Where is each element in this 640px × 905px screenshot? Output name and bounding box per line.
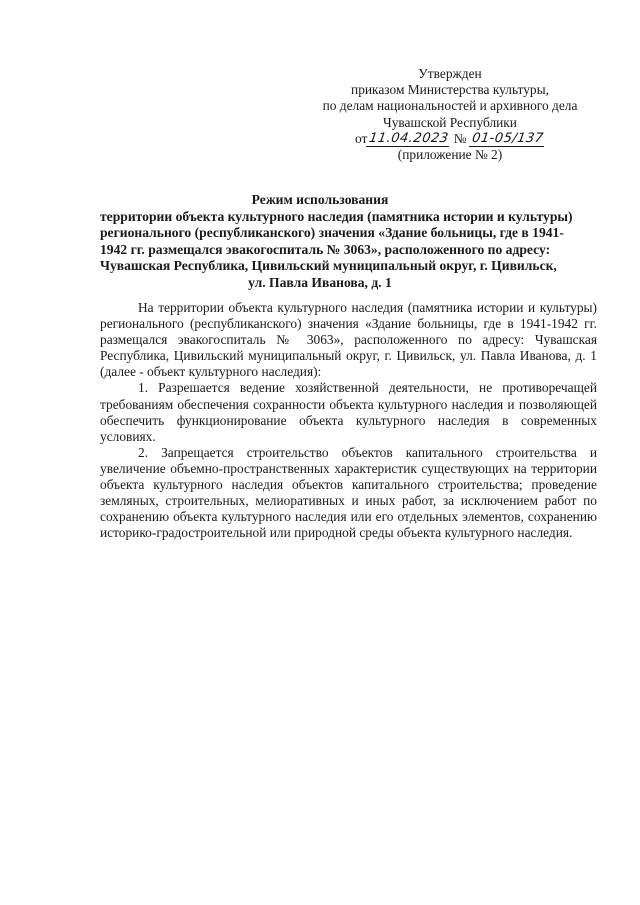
document-title (100, 192, 573, 292)
approval-stamp-block (300, 66, 600, 163)
document-body (100, 300, 597, 541)
title-line-1: Режим использования (251, 192, 389, 207)
approval-order-line: приказом Министерства культуры, (351, 82, 549, 98)
approval-handwritten-number: 01-05/137 (468, 131, 546, 147)
approval-approved-label: Утвержден (418, 66, 482, 81)
title-line-3: регионального (республиканского) значения «Здание больницы, где в 1941- (100, 225, 564, 241)
title-line-4: 1942 гг. размещался эвакогоспиталь № 3063», расположенного по адресу: (100, 241, 551, 257)
approval-ministry-line: по делам национальностей и архивного дела (322, 98, 578, 114)
title-line-2: территории объекта культурного наследия (памятника истории и культуры) (100, 208, 573, 224)
approval-from-label: от (354, 130, 368, 146)
body-item-1-paragraph: 1. Разрешается ведение хозяйственной деятельности, не противоречащей требованиям обеспечения сохранности объекта культурного наследия и позволяющей обеспечить функционирование объекта культурного наследия в современных условиях. (100, 380, 597, 444)
approval-republic-line: Чувашской Республики (383, 114, 517, 130)
title-line-6: ул. Павла Иванова, д. 1 (248, 274, 392, 290)
body-item-2-paragraph: 2. Запрещается строительство объектов капитального строительства и увеличение объемно-пространственных характеристик существующих на территории объекта культурного наследия объектов капитального строительства; проведение земляных, строительных, мелиоративных и иных работ, за исключением работ по сохранению объекта культурного наследия или его отдельных элементов, сохранению историко-градостроительной или природной среды объекта культурного наследия. (100, 444, 597, 541)
approval-date-number-line (300, 131, 600, 147)
approval-handwritten-date: 11.04.2023 (366, 131, 452, 147)
approval-appendix-label: (приложение № 2) (397, 147, 503, 163)
title-line-5: Чувашская Республика, Цивильский муниципальный округ, г. Цивильск, (100, 258, 557, 274)
approval-number-label: № (453, 130, 467, 146)
body-intro-paragraph: На территории объекта культурного наследия (памятника истории и культуры) регионального (республиканского) значения «Здание больницы, где в 1941-1942 гг. размещался эвакогоспиталь № 3063», расположенного по адресу: Чувашская Республика, Цивильский муниципальный округ, г. Цивильск, ул. Павла Иванова, д. 1 (далее - объект культурного наследия): (100, 300, 597, 380)
